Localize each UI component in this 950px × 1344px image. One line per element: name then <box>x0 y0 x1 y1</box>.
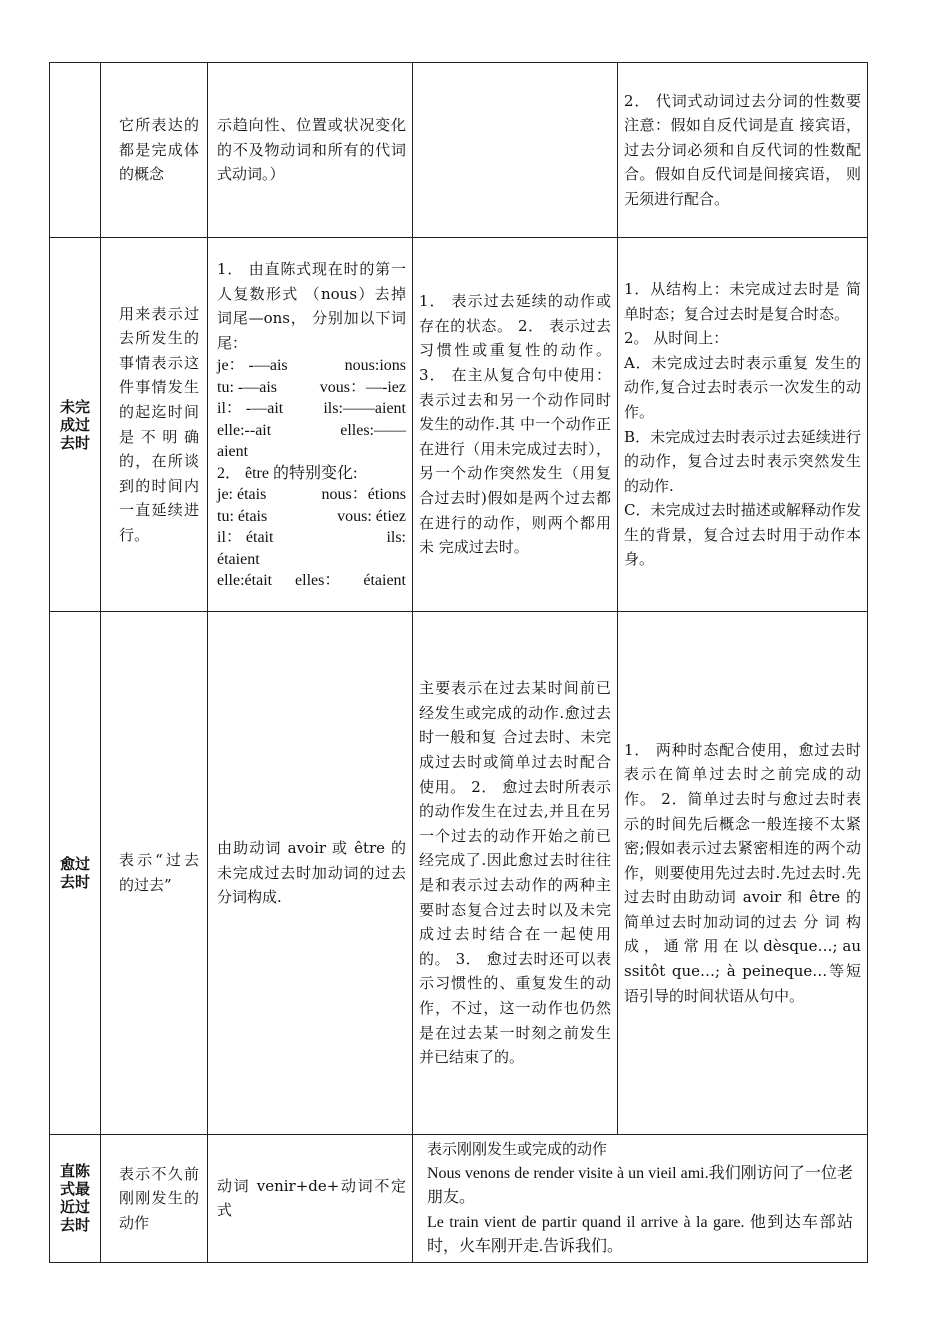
etre-pair: elle:était elles： étaient <box>217 572 406 590</box>
table-row <box>50 63 868 238</box>
example-line: Le train vient de partir quand il arrive à la gare. 他到达车部站时，火车刚开走.告诉我们。 <box>427 1213 853 1256</box>
tense-name-cell <box>50 63 101 238</box>
tense-name-cell: 未完成过去时 <box>50 238 101 612</box>
etre-pair: tu: étais vous: étiez <box>217 507 406 525</box>
usage-cell: 主要表示在过去某时间前已经发生或完成的动作.愈过去时一般和复 合过去时、未完成过去时或简单过去时配合使用。 2． 愈过去时所表示的动作发生在过去,并且在另一个过去的动作开始之前已经完成了.因此愈过去时往往是和表示过去动作的两种主要时态复合过去时以及未完成过去时结合在一起使用的。 3． 愈过去时还可以表示习惯性的、重复发生的动作，不过，这一动作也仍然是在过去某一时刻之前发生并已结束了的。 <box>413 612 618 1135</box>
formation-cell: 由助动词 avoir 或 être 的未完成过去时加动词的过去分词构成. <box>208 612 413 1135</box>
usage-cell: 1． 表示过去延续的动作或存在的状态。 2． 表示过去习惯性或重复性的动作。 3． 在主从复合句中使用：表示过去和另一个动作同时发生的动作.其 中一个动作正在进行（用未完成过去时），另一个动作突然发生（用复合过去时)假如是两个过去都在进行的动作，则两个都用未 完成过去时。 <box>413 238 618 612</box>
example-cell <box>413 1135 868 1263</box>
table-row <box>50 1135 868 1263</box>
etre-pair: il： était ils: <box>217 529 406 547</box>
tense-name-cell: 愈过去时 <box>50 612 101 1135</box>
formation-intro: 1． 由直陈式现在时的第一人复数形式 （nous）去掉词尾—ons， 分别加以下词尾： <box>217 260 406 352</box>
notes-cell <box>618 238 868 612</box>
note-line: 1．从结构上：未完成过去时是 简单时态；复合过去时是复合时态。 <box>624 279 861 323</box>
definition-cell: 它所表达的都是完成体的概念 <box>101 63 208 238</box>
etre-tail: étaient <box>217 550 260 568</box>
notes-cell: 2． 代词式动词过去分词的性数要注意：假如自反代词是直 接宾语，过去分词必须和自反代词的性数配合。假如自反代词是间接宾语， 则无须进行配合。 <box>618 63 868 238</box>
tense-table <box>49 62 868 1263</box>
definition-cell: 用来表示过去所发生的事情表示这件事情发生的起迄时间是不明确的，在所谈到的时间内一直延续进行。 <box>101 238 208 612</box>
note-line: A．未完成过去时表示重复 发生的动作,复合过去时表示一次发生的动作。 <box>624 353 861 421</box>
ending-tail: aient <box>217 443 249 461</box>
etre-pair: je: étais nous：étions <box>217 486 406 504</box>
note-line: C．未完成过去时描述或解释动作发生的背景，复合过去时用于动作本身。 <box>624 501 861 569</box>
tense-name-cell: 直陈式最近过去时 <box>50 1135 101 1263</box>
note-line: 2。 从时间上： <box>624 329 729 348</box>
table-row <box>50 238 868 612</box>
usage-cell <box>413 63 618 238</box>
ending-pair: il： -—ait ils:——aient <box>217 400 406 418</box>
formation-cell: 动词 venir+de+动词不定式 <box>208 1135 413 1263</box>
table-row <box>50 612 868 1135</box>
note-line: B．未完成过去时表示过去延续进行的动作，复合过去时表示突然发生的动作. <box>624 427 861 495</box>
formation-cell: 示趋向性、位置或状况变化的不及物动词和所有的代词式动词。） <box>208 63 413 238</box>
etre-title: 2． être 的特别变化: <box>217 464 358 482</box>
ending-pair: tu: -—ais vous：—-iez <box>217 378 406 396</box>
ending-pair: je： -—ais nous:ions <box>217 357 406 375</box>
definition-cell: 表示“过去的过去” <box>101 612 208 1135</box>
example-line: Nous venons de render visite à un vieil ami.我们刚访问了一位老朋友。 <box>427 1164 853 1207</box>
example-line: 表示刚刚发生或完成的动作 <box>427 1140 608 1158</box>
definition-cell: 表示不久前刚刚发生的动作 <box>101 1135 208 1263</box>
ending-pair: elle:--ait elles:—— <box>217 421 406 439</box>
notes-cell: 1． 两种时态配合使用，愈过去时表示在简单过去时之前完成的动作。 2．简单过去时与愈过去时表示的时间先后概念一般连接不太紧密;假如表示过去紧密相连的两个动作，则要使用先过去时.先过去时.先过去时由助动词 avoir 和 être 的简单过去时加动词的过去 分 词 构 成 ， 通 常 用 在 以 dèsque…; aussitôt que…; à peineque…等短语引导的时间状语从句中。 <box>618 612 868 1135</box>
formation-cell <box>208 238 413 612</box>
